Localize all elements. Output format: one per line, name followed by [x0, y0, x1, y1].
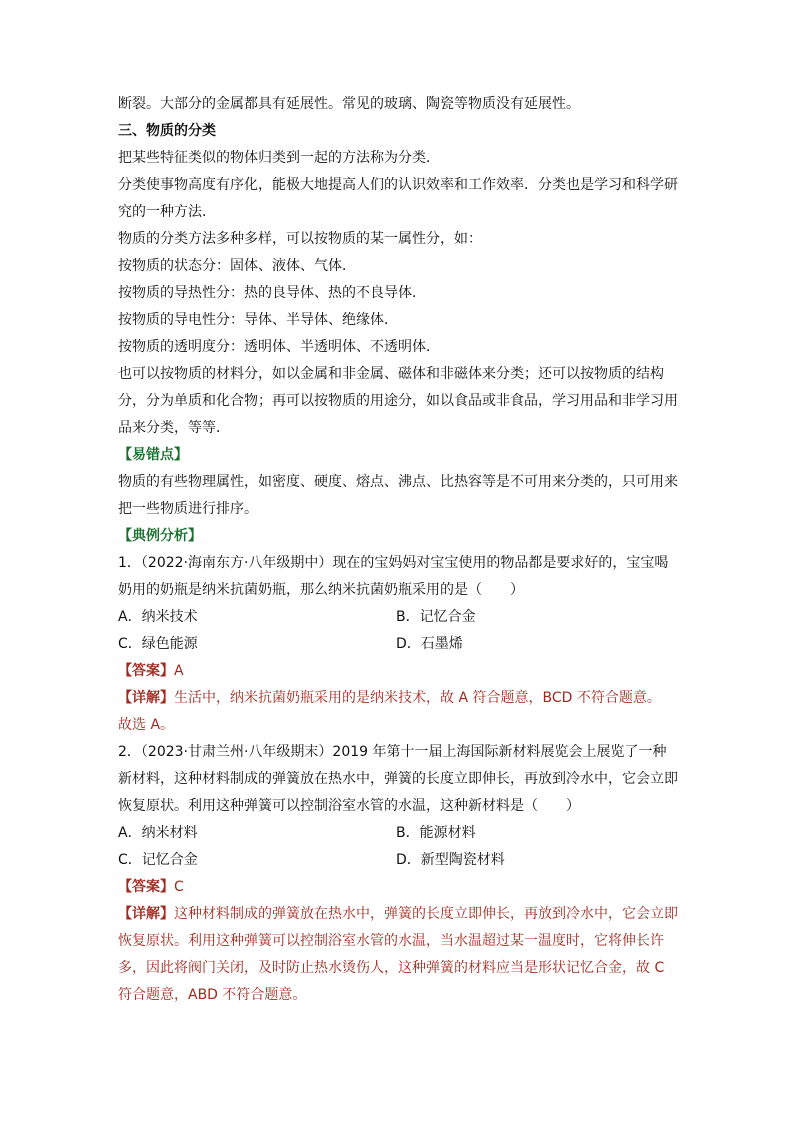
mistake-text: 物质的有些物理属性，如密度、硬度、熔点、沸点、比热容等是不可用来分类的，只可用来把一些物质进行排序。: [118, 474, 678, 517]
answer-label: 【答案】: [118, 663, 174, 679]
paragraph: 分类使事物高度有序化，能极大地提高人们的认识效率和工作效率．分类也是学习和科学研究的一种方法．: [118, 177, 678, 220]
option-a: A．纳米技术: [118, 609, 198, 625]
question-1-detail: [118, 685, 678, 712]
question-2-options-row-2: [118, 847, 678, 874]
continued-line: 断裂。大部分的金属都具有延展性。常见的玻璃、陶瓷等物质没有延展性。: [118, 96, 580, 112]
answer-value: C: [174, 879, 184, 895]
question-2-options-row-1: [118, 820, 678, 847]
detail-label: 【详解】: [118, 906, 174, 922]
answer-label: 【答案】: [118, 879, 174, 895]
question-1-answer: [118, 658, 678, 685]
question-1-options-row-2: [118, 631, 678, 658]
question-2-answer: [118, 874, 678, 901]
detail-text: 生活中，纳米抗菌奶瓶采用的是纳米技术，故 A 符合题意，BCD 不符合题意。: [174, 690, 661, 706]
question-1-options-row-1: [118, 604, 678, 631]
paragraph: 按物质的状态分：固体、液体、气体．: [118, 258, 356, 274]
paragraph: 把某些特征类似的物体归类到一起的方法称为分类．: [118, 150, 440, 166]
page-content: [118, 91, 678, 1009]
option-a: A．纳米材料: [118, 825, 198, 841]
example-heading: 【典例分析】: [118, 528, 202, 544]
question-1-stem: 1．（2022·海南东方·八年级期中）现在的宝妈妈对宝宝使用的物品都是要求好的，宝宝喝奶用的奶瓶是纳米抗菌奶瓶，那么纳米抗菌奶瓶采用的是（ ）: [118, 555, 669, 598]
option-d: D．石墨烯: [396, 636, 463, 652]
paragraph: 按物质的透明度分：透明体、半透明体、不透明体．: [118, 339, 440, 355]
mistake-heading: 【易错点】: [118, 447, 188, 463]
question-1-choose: 故选 A。: [118, 717, 175, 733]
paragraph: 物质的分类方法多种多样，可以按物质的某一属性分，如：: [118, 231, 482, 247]
option-b: B．记忆合金: [396, 609, 476, 625]
detail-label: 【详解】: [118, 690, 174, 706]
paragraph: 也可以按物质的材料分，如以金属和非金属、磁体和非磁体来分类；还可以按物质的结构分，分为单质和化合物；再可以按物质的用途分，如以食品或非食品，学习用品和非学习用品来分类，等等．: [118, 366, 678, 436]
section-heading: 三、物质的分类: [118, 123, 216, 139]
option-c: C．绿色能源: [118, 636, 198, 652]
question-2-detail: [118, 901, 678, 1009]
option-c: C．记忆合金: [118, 852, 198, 868]
option-b: B．能源材料: [396, 825, 476, 841]
paragraph: 按物质的导电性分：导体、半导体、绝缘体．: [118, 312, 398, 328]
answer-value: A: [174, 663, 184, 679]
option-d: D．新型陶瓷材料: [396, 852, 505, 868]
question-2-stem: 2．（2023·甘肃兰州·八年级期末）2019 年第十一届上海国际新材料展览会上展览了一种新材料，这种材料制成的弹簧放在热水中，弹簧的长度立即伸长，再放到冷水中，它会立即恢复原状。利用这种弹簧可以控制浴室水管的水温，这种新材料是（ ）: [118, 744, 678, 814]
detail-text: 这种材料制成的弹簧放在热水中，弹簧的长度立即伸长，再放到冷水中，它会立即恢复原状。利用这种弹簧可以控制浴室水管的水温，当水温超过某一温度时，它将伸长许多，因此将阀门关闭，及时防止热水烫伤人，这种弹簧的材料应当是形状记忆合金，故 C 符合题意，ABD 不符合题意。: [118, 906, 678, 1003]
paragraph: 按物质的导热性分：热的良导体、热的不良导体．: [118, 285, 426, 301]
